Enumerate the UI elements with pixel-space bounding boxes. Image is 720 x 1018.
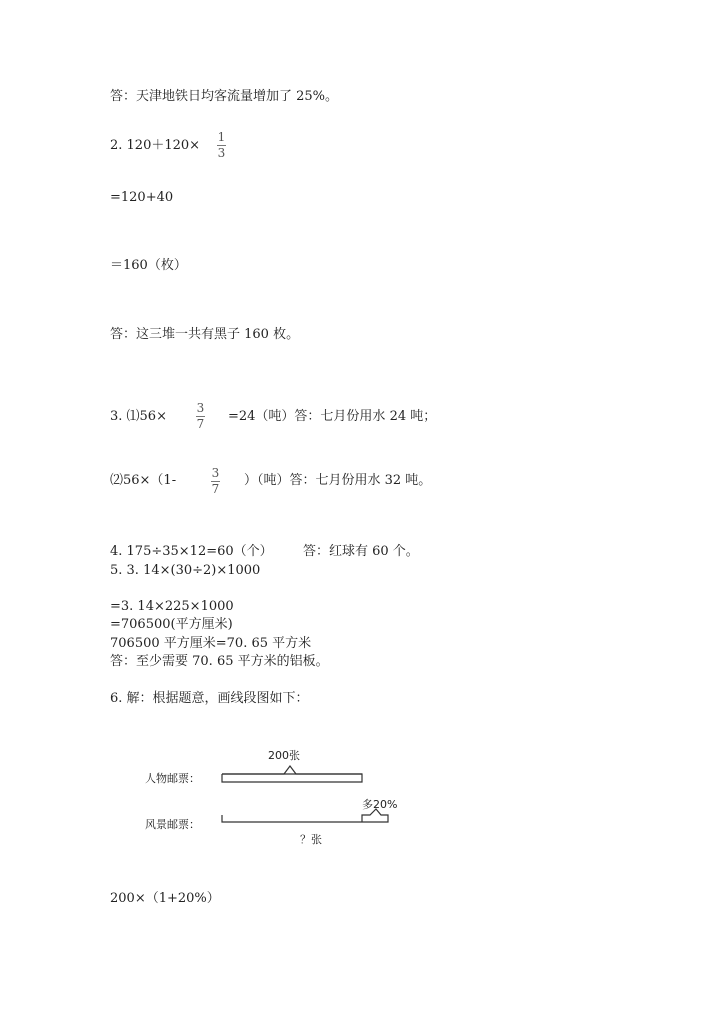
question-5-step-3: 706500 平方厘米=70. 65 平方米 (110, 636, 312, 651)
question-2-conclusion: 答：这三堆一共有黑子 160 枚。 (110, 327, 300, 342)
question-2-expression: 2. 120＋120× (110, 138, 201, 153)
answer-1-conclusion: 答：天津地铁日均客流量增加了 25%。 (110, 89, 339, 104)
unknown-total-label: ？张 (300, 833, 322, 846)
portrait-stamps-segment (222, 774, 362, 782)
question-6-expression: 200×（1+20%） (110, 891, 220, 906)
fraction-numerator: 3 (211, 466, 220, 480)
question-4-expression: 4. 175÷35×12=60（个） (110, 544, 273, 559)
question-3-part-2-suffix: ）（吨）答：七月份用水 32 吨。 (244, 473, 432, 488)
scenery-stamps-label: 风景邮票： (145, 818, 200, 831)
question-3-part-2-prefix: ⑵56×（1- (110, 473, 177, 488)
question-3-part-1-suffix: =24（吨）答：七月份用水 24 吨； (228, 409, 437, 424)
question-4-conclusion: 答：红球有 60 个。 (303, 544, 419, 559)
question-6-intro: 6. 解：根据题意，画线段图如下： (110, 691, 309, 706)
fraction-numerator: 1 (217, 130, 226, 144)
fraction-denominator: 7 (196, 417, 205, 431)
question-5-conclusion: 答：至少需要 70. 65 平方米的铝板。 (110, 654, 329, 669)
question-2-step-2: ＝160（枚） (110, 258, 187, 273)
question-2-step-1: =120+40 (110, 190, 174, 205)
top-brace (222, 766, 362, 774)
extra-percent-label: 多20% (362, 798, 398, 811)
fraction-numerator: 3 (196, 401, 205, 415)
question-5-expression: 5. 3. 14×(30÷2)×1000 (110, 563, 261, 578)
question-5-step-2: =706500(平方厘米) (110, 617, 233, 632)
portrait-stamps-label: 人物邮票： (145, 772, 200, 785)
top-total-label: 200张 (268, 749, 300, 762)
question-3-part-1-prefix: 3. ⑴56× (110, 409, 167, 424)
question-5-step-1: =3. 14×225×1000 (110, 599, 234, 614)
fraction-denominator: 3 (217, 146, 226, 160)
fraction-denominator: 7 (211, 482, 220, 496)
scenery-stamps-segment (222, 815, 362, 822)
